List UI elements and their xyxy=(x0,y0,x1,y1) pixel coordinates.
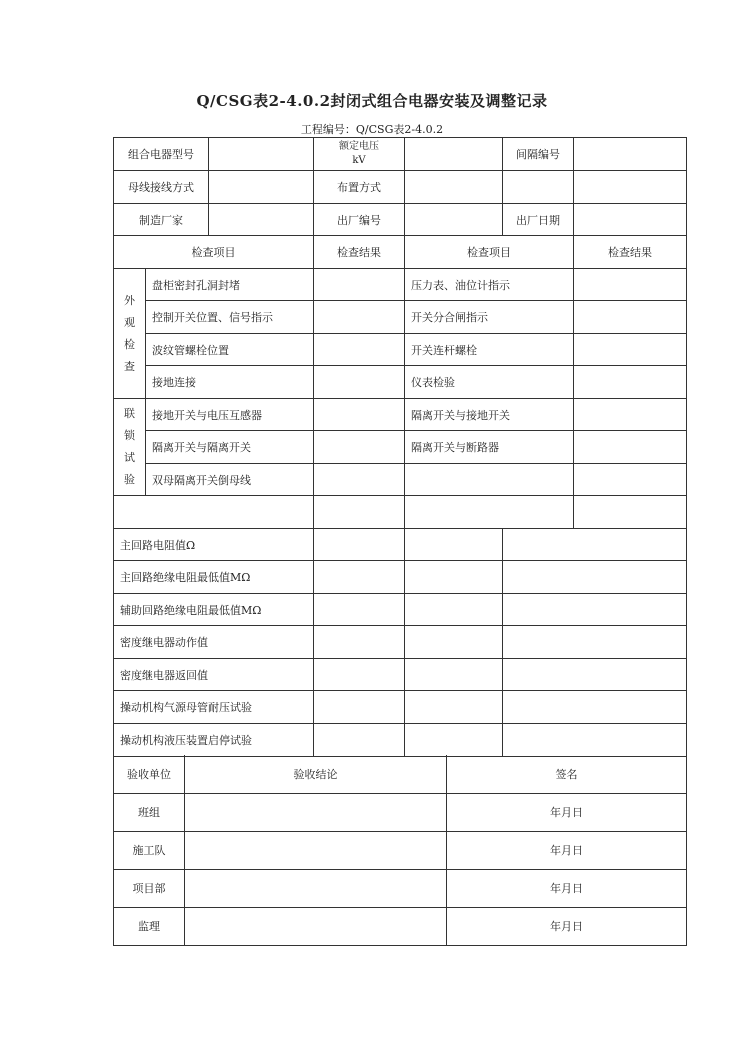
appearance-result[interactable] xyxy=(574,366,687,399)
measurement-value[interactable] xyxy=(503,561,687,594)
signature-date[interactable]: 年月日 xyxy=(447,793,687,831)
factory-date-label: 出厂日期 xyxy=(503,204,574,236)
measurement-label: 密度继电器返回值 xyxy=(114,659,314,691)
appearance-result[interactable] xyxy=(314,301,405,334)
appearance-item: 仪表检验 xyxy=(405,366,574,399)
measurement-label: 辅助回路绝缘电阻最低值MΩ xyxy=(114,594,314,626)
acceptance-unit: 监理 xyxy=(114,907,185,945)
acceptance-unit: 项目部 xyxy=(114,869,185,907)
measurement-value[interactable] xyxy=(405,561,503,594)
appearance-result[interactable] xyxy=(574,269,687,301)
empty-cell xyxy=(574,171,687,204)
model-value[interactable] xyxy=(209,138,314,171)
measurement-value[interactable] xyxy=(314,724,405,757)
factory-no-label: 出厂编号 xyxy=(314,204,405,236)
empty-cell xyxy=(503,171,574,204)
appearance-item: 控制开关位置、信号指示 xyxy=(146,301,314,334)
measurement-value[interactable] xyxy=(503,724,687,757)
model-label: 组合电器型号 xyxy=(114,138,209,171)
appearance-item: 盘柜密封孔洞封堵 xyxy=(146,269,314,301)
signature-date[interactable]: 年月日 xyxy=(447,869,687,907)
bay-no-label: 间隔编号 xyxy=(503,138,574,171)
factory-no-value[interactable] xyxy=(405,204,503,236)
layout-label: 布置方式 xyxy=(314,171,405,204)
measurement-label: 操动机构气源母管耐压试验 xyxy=(114,691,314,724)
measurement-label: 密度继电器动作值 xyxy=(114,626,314,659)
acceptance-conclusion[interactable] xyxy=(185,907,447,945)
appearance-result[interactable] xyxy=(314,269,405,301)
empty-cell[interactable] xyxy=(574,496,687,529)
measurement-value[interactable] xyxy=(405,659,503,691)
measurement-value[interactable] xyxy=(503,659,687,691)
measurement-value[interactable] xyxy=(314,626,405,659)
acceptance-conclusion[interactable] xyxy=(185,793,447,831)
rated-voltage-value[interactable] xyxy=(405,138,503,171)
interlock-result[interactable] xyxy=(574,464,687,496)
interlock-result[interactable] xyxy=(314,431,405,464)
measurement-value[interactable] xyxy=(503,691,687,724)
acceptance-unit-header: 验收单位 xyxy=(114,755,185,793)
appearance-item: 开关分合闸指示 xyxy=(405,301,574,334)
acceptance-conclusion[interactable] xyxy=(185,831,447,869)
interlock-item xyxy=(405,464,574,496)
check-item-header-2: 检查项目 xyxy=(405,236,574,269)
measurement-value[interactable] xyxy=(503,594,687,626)
busbar-label: 母线接线方式 xyxy=(114,171,209,204)
maker-value[interactable] xyxy=(209,204,314,236)
layout-value[interactable] xyxy=(405,171,503,204)
interlock-result[interactable] xyxy=(314,399,405,431)
empty-cell[interactable] xyxy=(314,496,405,529)
rated-voltage-label: 额定电压 kV xyxy=(314,138,405,171)
interlock-item: 隔离开关与隔离开关 xyxy=(146,431,314,464)
empty-cell xyxy=(114,496,314,529)
signature-date[interactable]: 年月日 xyxy=(447,907,687,945)
interlock-result[interactable] xyxy=(574,399,687,431)
appearance-result[interactable] xyxy=(314,334,405,366)
check-item-header-1: 检查项目 xyxy=(114,236,314,269)
appearance-item: 接地连接 xyxy=(146,366,314,399)
inspection-table xyxy=(113,137,687,757)
factory-date-value[interactable] xyxy=(574,204,687,236)
interlock-item: 接地开关与电压互感器 xyxy=(146,399,314,431)
measurement-label: 操动机构液压装置启停试验 xyxy=(114,724,314,757)
acceptance-unit: 施工队 xyxy=(114,831,185,869)
measurement-value[interactable] xyxy=(314,561,405,594)
measurement-value[interactable] xyxy=(314,594,405,626)
measurement-value[interactable] xyxy=(405,691,503,724)
appearance-result[interactable] xyxy=(574,334,687,366)
check-result-header-2: 检查结果 xyxy=(574,236,687,269)
signature-header: 签名 xyxy=(447,755,687,793)
maker-label: 制造厂家 xyxy=(114,204,209,236)
appearance-item: 波纹管螺栓位置 xyxy=(146,334,314,366)
measurement-value[interactable] xyxy=(405,724,503,757)
measurement-value[interactable] xyxy=(314,691,405,724)
signature-date[interactable]: 年月日 xyxy=(447,831,687,869)
appearance-group-label: 外 观 检 查 xyxy=(114,269,146,399)
check-result-header-1: 检查结果 xyxy=(314,236,405,269)
measurement-value[interactable] xyxy=(405,626,503,659)
appearance-item: 开关连杆螺栓 xyxy=(405,334,574,366)
measurement-value[interactable] xyxy=(314,659,405,691)
measurement-label: 主回路电阻值Ω xyxy=(114,529,314,561)
empty-cell xyxy=(405,496,574,529)
acceptance-unit: 班组 xyxy=(114,793,185,831)
acceptance-conclusion-header: 验收结论 xyxy=(185,755,447,793)
project-number: 工程编号：Q/CSG表2-4.0.2 xyxy=(300,123,444,136)
measurement-value[interactable] xyxy=(405,594,503,626)
form-title: Q/CSG表2-4.0.2封闭式组合电器安装及调整记录 xyxy=(196,92,548,110)
appearance-item: 压力表、油位计指示 xyxy=(405,269,574,301)
interlock-item: 隔离开关与断路器 xyxy=(405,431,574,464)
appearance-result[interactable] xyxy=(574,301,687,334)
measurement-label: 主回路绝缘电阻最低值MΩ xyxy=(114,561,314,594)
interlock-result[interactable] xyxy=(314,464,405,496)
acceptance-table xyxy=(113,755,687,946)
interlock-result[interactable] xyxy=(574,431,687,464)
interlock-item: 隔离开关与接地开关 xyxy=(405,399,574,431)
interlock-group-label: 联 锁 试 验 xyxy=(114,399,146,496)
appearance-result[interactable] xyxy=(314,366,405,399)
interlock-item: 双母隔离开关倒母线 xyxy=(146,464,314,496)
bay-no-value[interactable] xyxy=(574,138,687,171)
measurement-value[interactable] xyxy=(503,626,687,659)
acceptance-conclusion[interactable] xyxy=(185,869,447,907)
busbar-value[interactable] xyxy=(209,171,314,204)
measurement-value[interactable] xyxy=(503,529,687,561)
measurement-value[interactable] xyxy=(405,529,503,561)
measurement-value[interactable] xyxy=(314,529,405,561)
